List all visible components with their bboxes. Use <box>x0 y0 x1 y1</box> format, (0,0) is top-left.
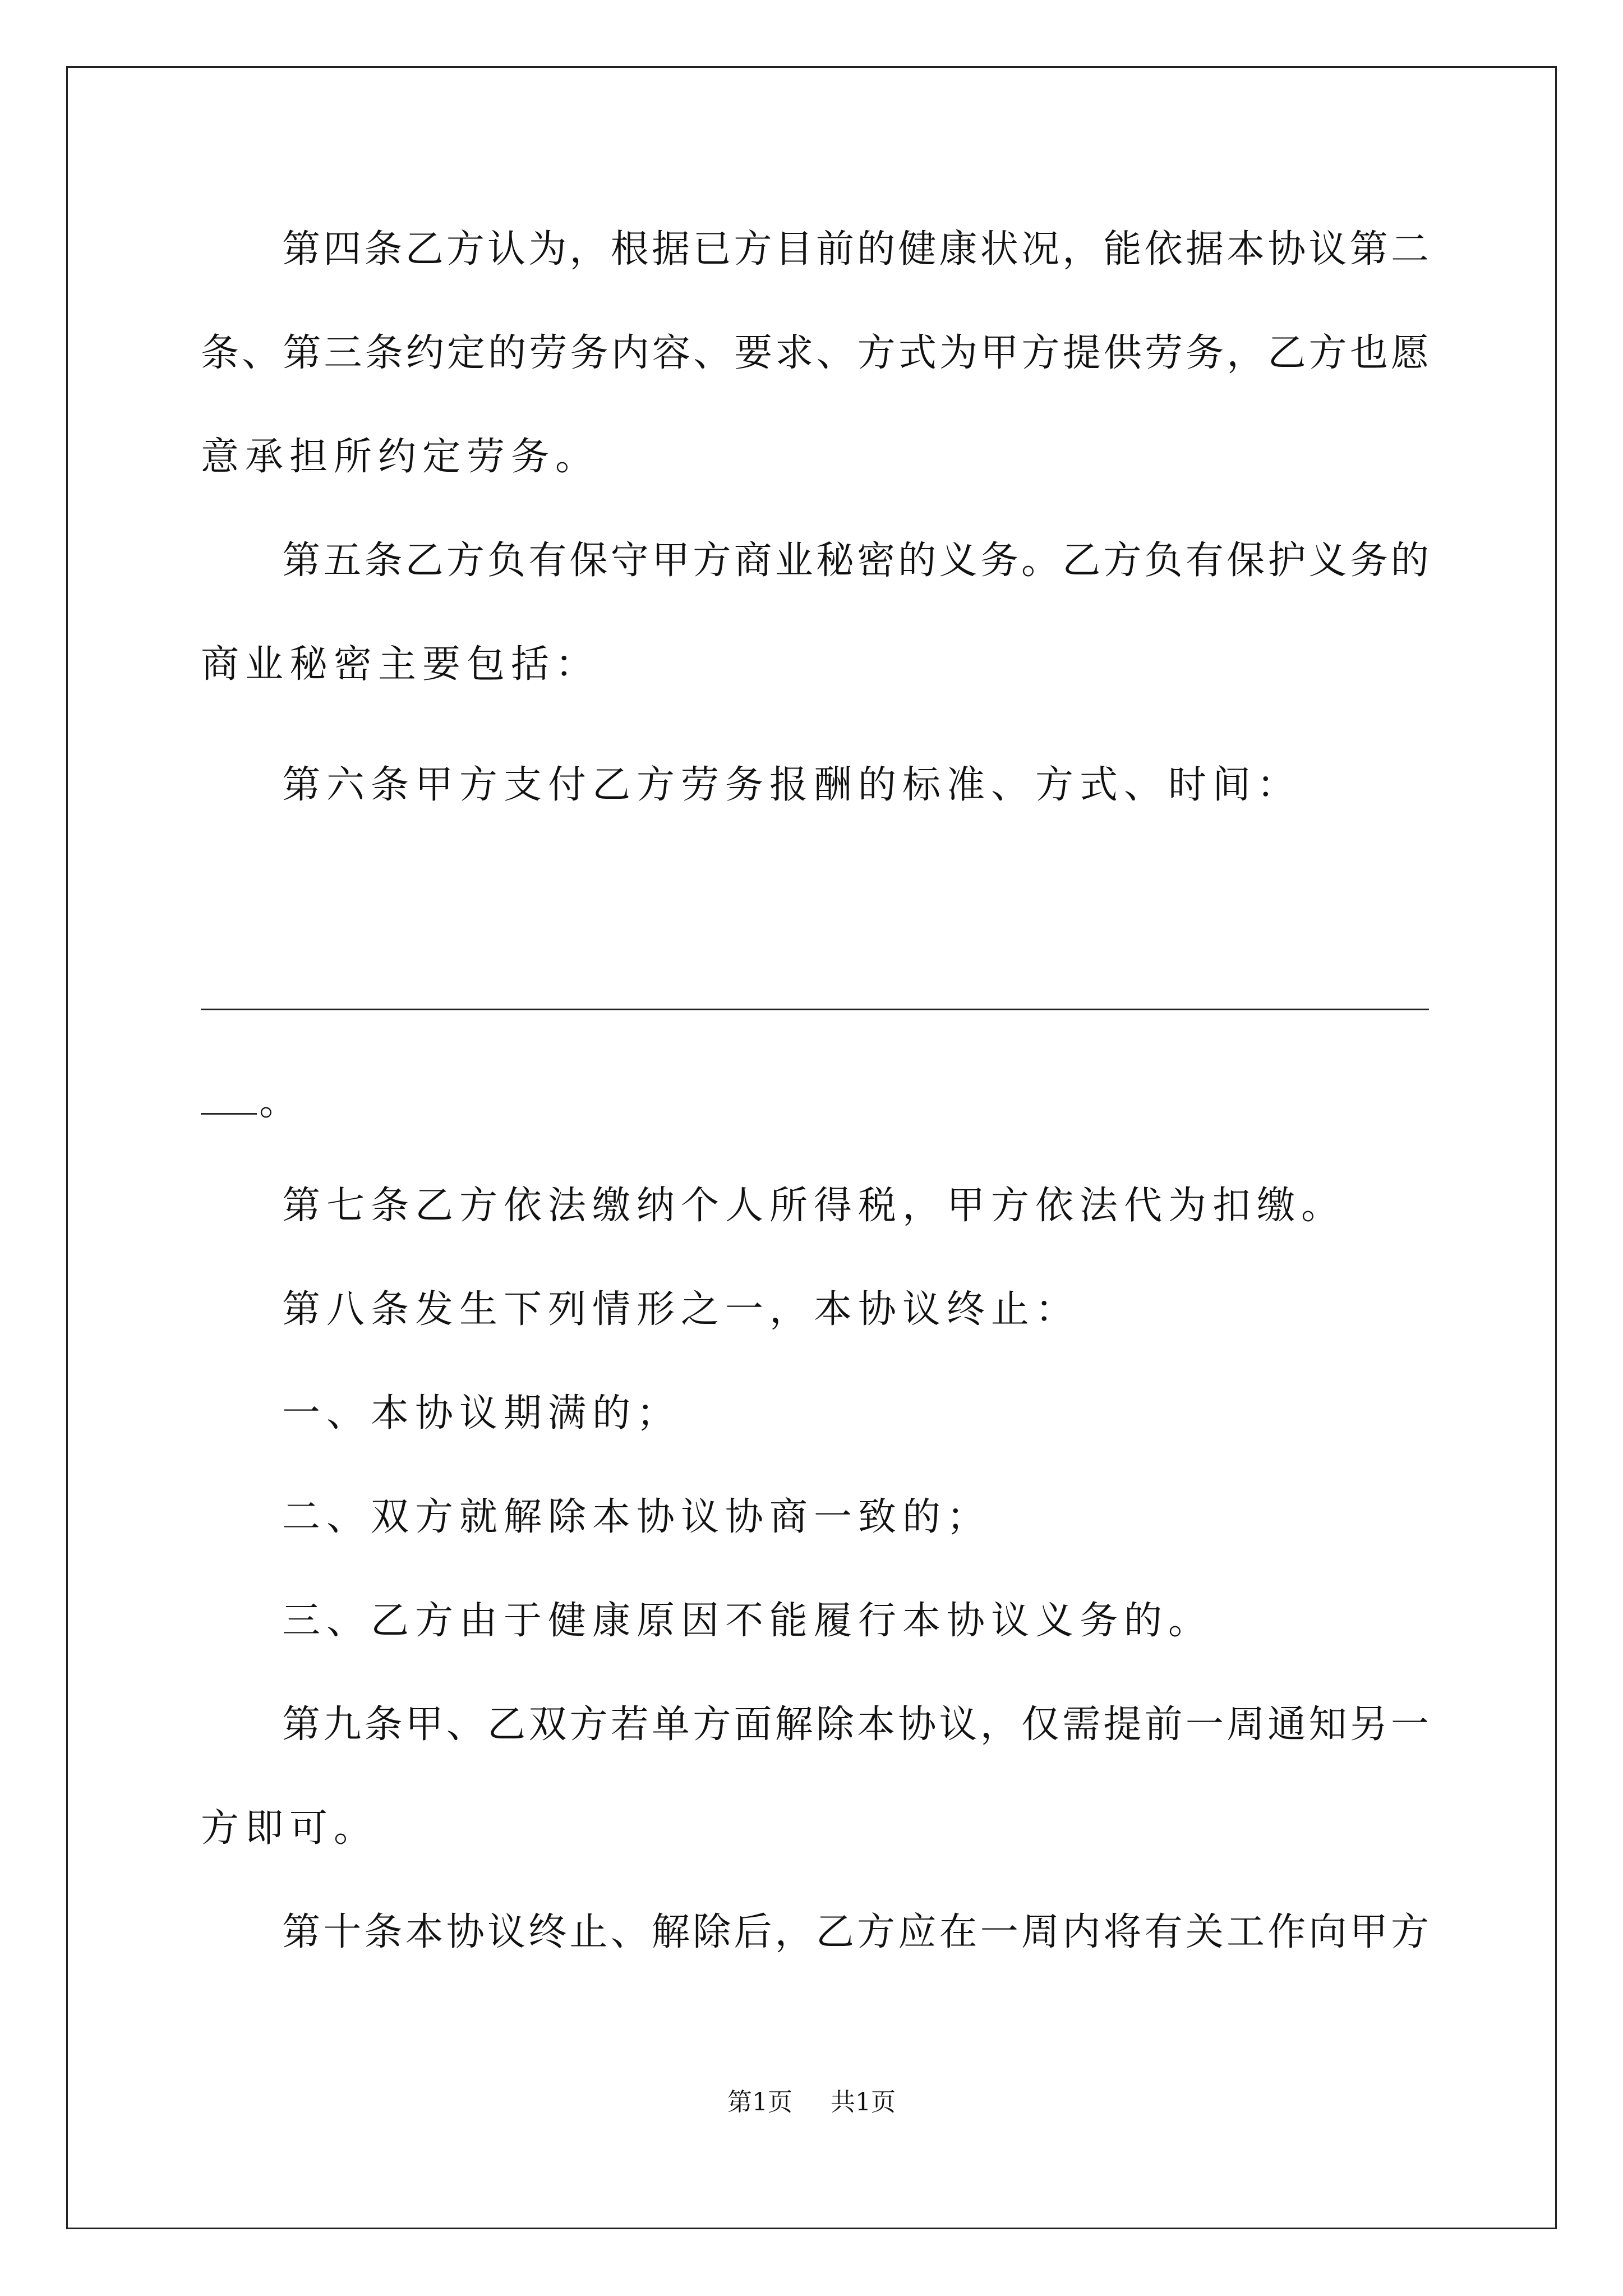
paragraph-article-5-line-2: 商业秘密主要包括： <box>201 642 600 687</box>
short-blank <box>201 1079 257 1115</box>
fill-in-blank-end <box>201 1077 1429 1128</box>
paragraph-article-7: 第七条乙方依法缴纳个人所得税，甲方依法代为扣缴。 <box>282 1184 1346 1228</box>
paragraph-article-9-line-1: 第九条甲、乙双方若单方面解除本协议，仅需提前一周通知另一 <box>282 1703 1429 1747</box>
paragraph-article-6: 第六条甲方支付乙方劳务报酬的标准、方式、时间： <box>282 763 1302 807</box>
paragraph-article-8-item-2: 二、双方就解除本协议协商一致的； <box>282 1495 992 1539</box>
paragraph-article-9-line-2: 方即可。 <box>201 1806 379 1851</box>
paragraph-article-8-item-1: 一、本协议期满的； <box>282 1391 681 1435</box>
paragraph-article-8-item-3: 三、乙方由于健康原因不能履行本协议义务的。 <box>282 1599 1213 1643</box>
paragraph-article-8: 第八条发生下列情形之一，本协议终止： <box>282 1287 1080 1332</box>
paragraph-article-4-line-3: 意承担所约定劳务。 <box>201 435 600 479</box>
paragraph-article-4-line-1: 第四条乙方认为，根据已方目前的健康状况，能依据本协议第二 <box>282 227 1429 272</box>
blank-end-punctuation: 。 <box>259 1080 304 1124</box>
fill-in-blank-line <box>201 1009 1429 1010</box>
paragraph-article-5-line-1: 第五条乙方负有保守甲方商业秘密的义务。乙方负有保护义务的 <box>282 539 1429 583</box>
page-footer <box>0 2086 1623 2119</box>
page-total: 共1页 <box>831 2088 896 2116</box>
page-border <box>66 66 1557 2229</box>
page-number: 第1页 <box>727 2088 792 2116</box>
paragraph-article-10-line-1: 第十条本协议终止、解除后，乙方应在一周内将有关工作向甲方 <box>282 1910 1429 1954</box>
paragraph-article-4-line-2: 条、第三条约定的劳务内容、要求、方式为甲方提供劳务，乙方也愿 <box>201 331 1429 375</box>
